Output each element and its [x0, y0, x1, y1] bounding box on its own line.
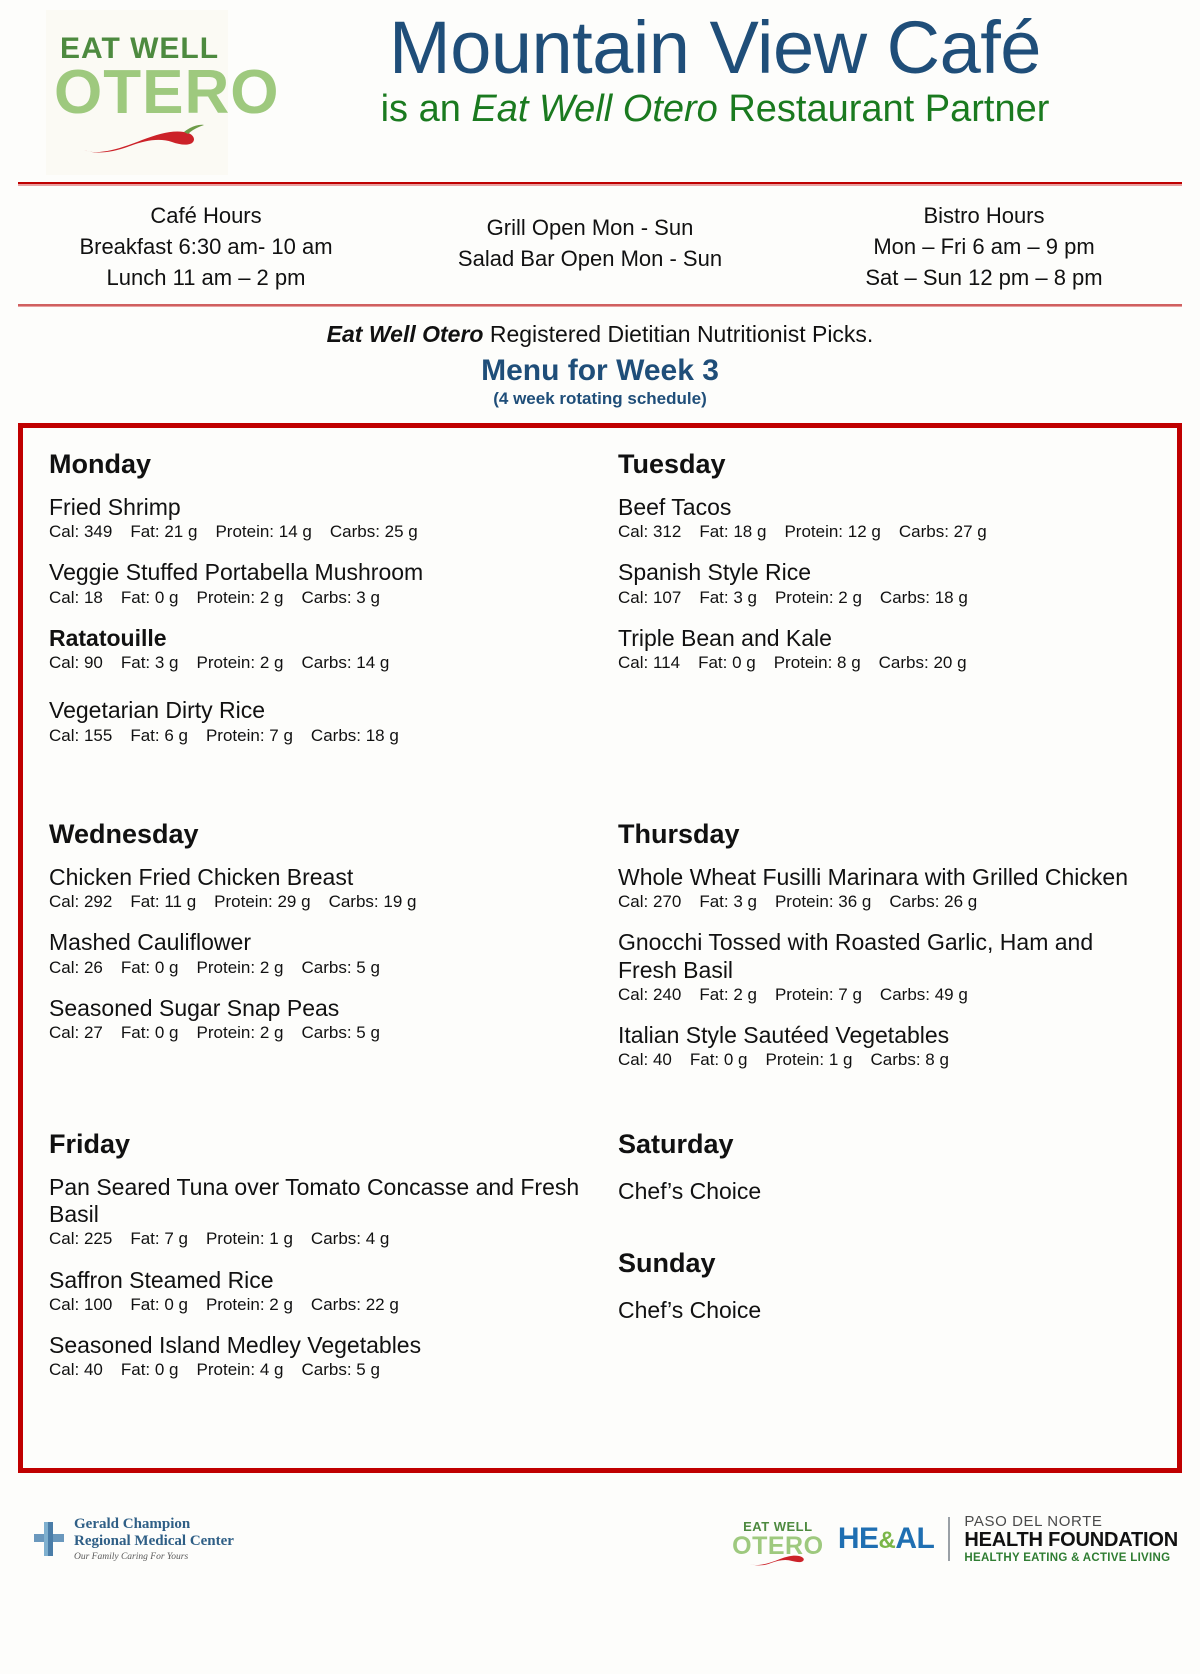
- dish-calories: Cal: 349: [49, 522, 113, 542]
- dish-fat: Fat: 21 g: [130, 522, 198, 542]
- dish-calories: Cal: 240: [618, 984, 682, 1004]
- dish-fat: Fat: 0 g: [120, 1023, 179, 1043]
- gc-tagline: Our Family Caring For Yours: [74, 1551, 189, 1562]
- partner-tagline: [242, 89, 1188, 131]
- dish-name: Italian Style Sautéed Vegetables: [618, 1022, 950, 1049]
- dish-name: Saffron Steamed Rice: [49, 1266, 274, 1293]
- dish-fat: Fat: 7 g: [130, 1229, 188, 1249]
- day-heading-saturday: Saturday: [618, 1129, 734, 1160]
- day-heading-friday: Friday: [49, 1129, 131, 1160]
- dish-fat: Fat: 6 g: [130, 725, 188, 745]
- dish-nutrition: [49, 1229, 592, 1249]
- tagline-prefix: is an: [380, 87, 472, 130]
- pdn-line-3: HEALTHY EATING & ACTIVE LIVING: [964, 1551, 1171, 1564]
- dish-protein: Protein: 2 g: [205, 1294, 293, 1314]
- dish-nutrition: [49, 958, 592, 978]
- dish-name: Chef’s Choice: [618, 1297, 762, 1324]
- dish-fat: Fat: 0 g: [120, 957, 179, 977]
- dish-item: [49, 697, 592, 746]
- dish-calories: Cal: 155: [49, 725, 113, 745]
- day-column-weekend: [600, 1130, 1163, 1430]
- day-heading-monday: Monday: [49, 449, 152, 480]
- dish-protein: Protein: 2 g: [196, 957, 284, 977]
- dish-item: [49, 625, 592, 674]
- dish-protein: Protein: 2 g: [196, 587, 284, 607]
- page-title: Mountain View Café: [389, 6, 1041, 89]
- menu-tier-2: [37, 820, 1163, 1130]
- dish-item: [49, 494, 592, 543]
- dish-fat: Fat: 3 g: [699, 587, 757, 607]
- dish-carbs: Carbs: 27 g: [898, 522, 987, 542]
- dish-calories: Cal: 270: [618, 892, 682, 912]
- dish-item: [49, 995, 592, 1044]
- picks-brand: Eat Well Otero: [326, 320, 484, 347]
- dish-calories: Cal: 312: [618, 522, 682, 542]
- day-heading-tuesday: Tuesday: [618, 449, 726, 480]
- dish-item: [618, 1022, 1155, 1071]
- dish-item: [49, 929, 592, 978]
- dish-carbs: Carbs: 18 g: [310, 725, 399, 745]
- ewo-footer-line-2: OTERO: [732, 1531, 824, 1560]
- dish-carbs: Carbs: 49 g: [879, 984, 968, 1004]
- dish-calories: Cal: 40: [49, 1360, 103, 1380]
- chili-pepper-icon: [748, 1550, 808, 1566]
- dish-name: Gnocchi Tossed with Roasted Garlic, Ham and Fresh Basil: [618, 929, 1094, 983]
- dish-name: Triple Bean and Kale: [618, 624, 832, 651]
- menu-tier-3: [37, 1130, 1163, 1430]
- grill-hours-line-1: Grill Open Mon - Sun: [486, 215, 694, 240]
- dish-protein: Protein: 8 g: [773, 653, 861, 673]
- dish-fat: Fat: 0 g: [120, 587, 179, 607]
- medical-cross-icon: [32, 1520, 66, 1558]
- day-column-thursday: [600, 820, 1163, 1130]
- eat-well-otero-footer-logo: [732, 1520, 824, 1559]
- dish-protein: Protein: 29 g: [214, 892, 311, 912]
- page-header: [0, 0, 1200, 182]
- day-heading-thursday: Thursday: [618, 819, 740, 850]
- dish-carbs: Carbs: 8 g: [870, 1050, 949, 1070]
- grill-hours-line-2: Salad Bar Open Mon - Sun: [457, 246, 723, 272]
- hours-section: [0, 186, 1200, 304]
- gc-line-2: Regional Medical Center: [74, 1532, 234, 1549]
- dish-fat: Fat: 3 g: [120, 653, 179, 673]
- bistro-hours-title: Bistro Hours: [923, 203, 1045, 228]
- dish-nutrition: [618, 985, 1155, 1005]
- dish-nutrition: [618, 653, 1155, 673]
- dish-name: Vegetarian Dirty Rice: [49, 697, 266, 724]
- dish-calories: Cal: 107: [618, 587, 682, 607]
- paso-del-norte-logo: [964, 1514, 1178, 1564]
- dish-name: Veggie Stuffed Portabella Mushroom: [49, 559, 424, 586]
- dish-protein: Protein: 14 g: [215, 522, 312, 542]
- day-heading-wednesday: Wednesday: [49, 819, 199, 850]
- dish-item: [618, 494, 1155, 543]
- dish-item: [49, 1332, 592, 1381]
- gc-line-1: Gerald Champion: [74, 1516, 191, 1533]
- menu-tier-1: [37, 450, 1163, 820]
- dish-name: Seasoned Island Medley Vegetables: [49, 1332, 422, 1359]
- chili-pepper-icon: [80, 114, 206, 154]
- cafe-hours-title: Café Hours: [150, 203, 262, 228]
- dish-item: [49, 559, 592, 608]
- dish-name: Fried Shrimp: [49, 493, 181, 520]
- tagline-suffix: Restaurant Partner: [717, 87, 1050, 130]
- dish-carbs: Carbs: 25 g: [329, 522, 418, 542]
- dish-nutrition: [49, 588, 592, 608]
- pdn-line-2: HEALTH FOUNDATION: [964, 1529, 1178, 1552]
- dish-name: Chef’s Choice: [618, 1177, 762, 1204]
- dish-fat: Fat: 18 g: [699, 522, 767, 542]
- dish-nutrition: [49, 1295, 592, 1315]
- dish-nutrition: [618, 588, 1155, 608]
- bistro-hours-line-2: Sat – Sun 12 pm – 8 pm: [865, 265, 1103, 291]
- dish-fat: Fat: 0 g: [689, 1050, 748, 1070]
- menu-grid: [18, 423, 1182, 1473]
- dish-fat: Fat: 0 g: [120, 1360, 179, 1380]
- gerald-champion-logo: [32, 1516, 234, 1562]
- dish-calories: Cal: 225: [49, 1229, 113, 1249]
- cafe-hours-line-1: Breakfast 6:30 am- 10 am: [79, 234, 333, 260]
- dish-item: [49, 864, 592, 913]
- dish-name: Whole Wheat Fusilli Marinara with Grilled Chicken: [618, 863, 1128, 890]
- dish-calories: Cal: 100: [49, 1294, 113, 1314]
- dietitian-picks-line: [0, 321, 1200, 348]
- dish-carbs: Carbs: 14 g: [301, 653, 390, 673]
- dish-item: [618, 625, 1155, 674]
- dish-name: Spanish Style Rice: [618, 559, 812, 586]
- logo-divider: [948, 1517, 950, 1561]
- bistro-hours: [794, 200, 1174, 294]
- dish-carbs: Carbs: 26 g: [889, 892, 978, 912]
- dish-carbs: Carbs: 5 g: [301, 957, 380, 977]
- dish-fat: Fat: 0 g: [130, 1294, 188, 1314]
- dish-name: Beef Tacos: [618, 493, 732, 520]
- dish-carbs: Carbs: 19 g: [328, 892, 417, 912]
- dish-calories: Cal: 26: [49, 957, 103, 977]
- heal-logo: HE&AL: [837, 1522, 935, 1556]
- menu-week-title: Menu for Week 3: [481, 353, 719, 387]
- dish-carbs: Carbs: 22 g: [310, 1294, 399, 1314]
- dish-carbs: Carbs: 20 g: [878, 653, 967, 673]
- dish-item: [49, 1267, 592, 1316]
- header-titles: [228, 8, 1188, 131]
- dish-carbs: Carbs: 5 g: [301, 1023, 380, 1043]
- dish-carbs: Carbs: 3 g: [301, 587, 380, 607]
- dish-item: [618, 929, 1155, 1005]
- dish-calories: Cal: 18: [49, 587, 103, 607]
- day-column-wednesday: [37, 820, 600, 1130]
- dish-nutrition: [618, 1050, 1155, 1070]
- dish-name: Mashed Cauliflower: [49, 929, 251, 956]
- picks-rest: Registered Dietitian Nutritionist Picks.: [483, 320, 874, 347]
- day-column-friday: [37, 1130, 600, 1430]
- dish-protein: Protein: 4 g: [196, 1360, 284, 1380]
- pdn-line-1: PASO DEL NORTE: [964, 1513, 1103, 1531]
- dish-item: [618, 559, 1155, 608]
- dish-nutrition: [49, 1023, 592, 1043]
- dish-item: [49, 1174, 592, 1250]
- tagline-brand: Eat Well Otero: [471, 87, 718, 130]
- dish-protein: Protein: 7 g: [205, 725, 293, 745]
- day-heading-sunday: Sunday: [618, 1248, 716, 1279]
- dish-calories: Cal: 40: [618, 1050, 672, 1070]
- dish-protein: Protein: 1 g: [205, 1229, 293, 1249]
- dish-fat: Fat: 11 g: [130, 892, 197, 912]
- dish-carbs: Carbs: 18 g: [879, 587, 968, 607]
- dish-protein: Protein: 2 g: [774, 587, 862, 607]
- menu-rotation-note: (4 week rotating schedule): [493, 389, 707, 409]
- dish-item: [618, 864, 1155, 913]
- day-column-tuesday: [600, 450, 1163, 820]
- cafe-hours-line-2: Lunch 11 am – 2 pm: [106, 265, 306, 291]
- heal-ampersand: &: [878, 1527, 896, 1555]
- dish-calories: Cal: 114: [618, 653, 681, 673]
- dish-name: Pan Seared Tuna over Tomato Concasse and Fresh Basil: [49, 1173, 580, 1228]
- dish-nutrition: [49, 1360, 592, 1380]
- dish-protein: Protein: 2 g: [196, 1023, 284, 1043]
- dish-name: Chicken Fried Chicken Breast: [49, 863, 354, 890]
- ewo-footer-line-1: EAT WELL: [743, 1518, 813, 1534]
- dish-calories: Cal: 90: [49, 653, 103, 673]
- dish-carbs: Carbs: 5 g: [301, 1360, 380, 1380]
- dish-protein: Protein: 2 g: [196, 653, 284, 673]
- dish-calories: Cal: 27: [49, 1023, 103, 1043]
- dish-name: Ratatouille: [49, 624, 167, 651]
- dish-name: Seasoned Sugar Snap Peas: [49, 994, 340, 1021]
- gerald-champion-text: [74, 1516, 234, 1562]
- logo-eat-well-text: EAT WELL: [60, 32, 220, 65]
- dish-nutrition: [49, 653, 592, 673]
- day-column-monday: [37, 450, 600, 820]
- dish-nutrition: [49, 522, 592, 542]
- bistro-hours-line-1: Mon – Fri 6 am – 9 pm: [873, 234, 1095, 260]
- dish-nutrition: [49, 726, 592, 746]
- dish-calories: Cal: 292: [49, 892, 113, 912]
- dish-protein: Protein: 1 g: [765, 1050, 853, 1070]
- menu-title-block: [0, 307, 1200, 418]
- dish-protein: Protein: 36 g: [774, 892, 872, 912]
- cafe-hours: [26, 200, 386, 294]
- eat-well-otero-logo: [46, 10, 280, 175]
- dish-protein: Protein: 7 g: [774, 984, 862, 1004]
- dish-carbs: Carbs: 4 g: [310, 1229, 390, 1249]
- dish-fat: Fat: 2 g: [699, 984, 757, 1004]
- dish-nutrition: [49, 892, 592, 912]
- dish-fat: Fat: 0 g: [698, 653, 756, 673]
- dish-protein: Protein: 12 g: [784, 522, 881, 542]
- sponsor-logos: [732, 1514, 1178, 1564]
- grill-hours: [400, 200, 780, 294]
- dish-nutrition: [618, 522, 1155, 542]
- page-footer: [0, 1473, 1200, 1583]
- dish-fat: Fat: 3 g: [699, 892, 757, 912]
- dish-nutrition: [618, 892, 1155, 912]
- logo-otero-text: OTERO: [54, 58, 280, 127]
